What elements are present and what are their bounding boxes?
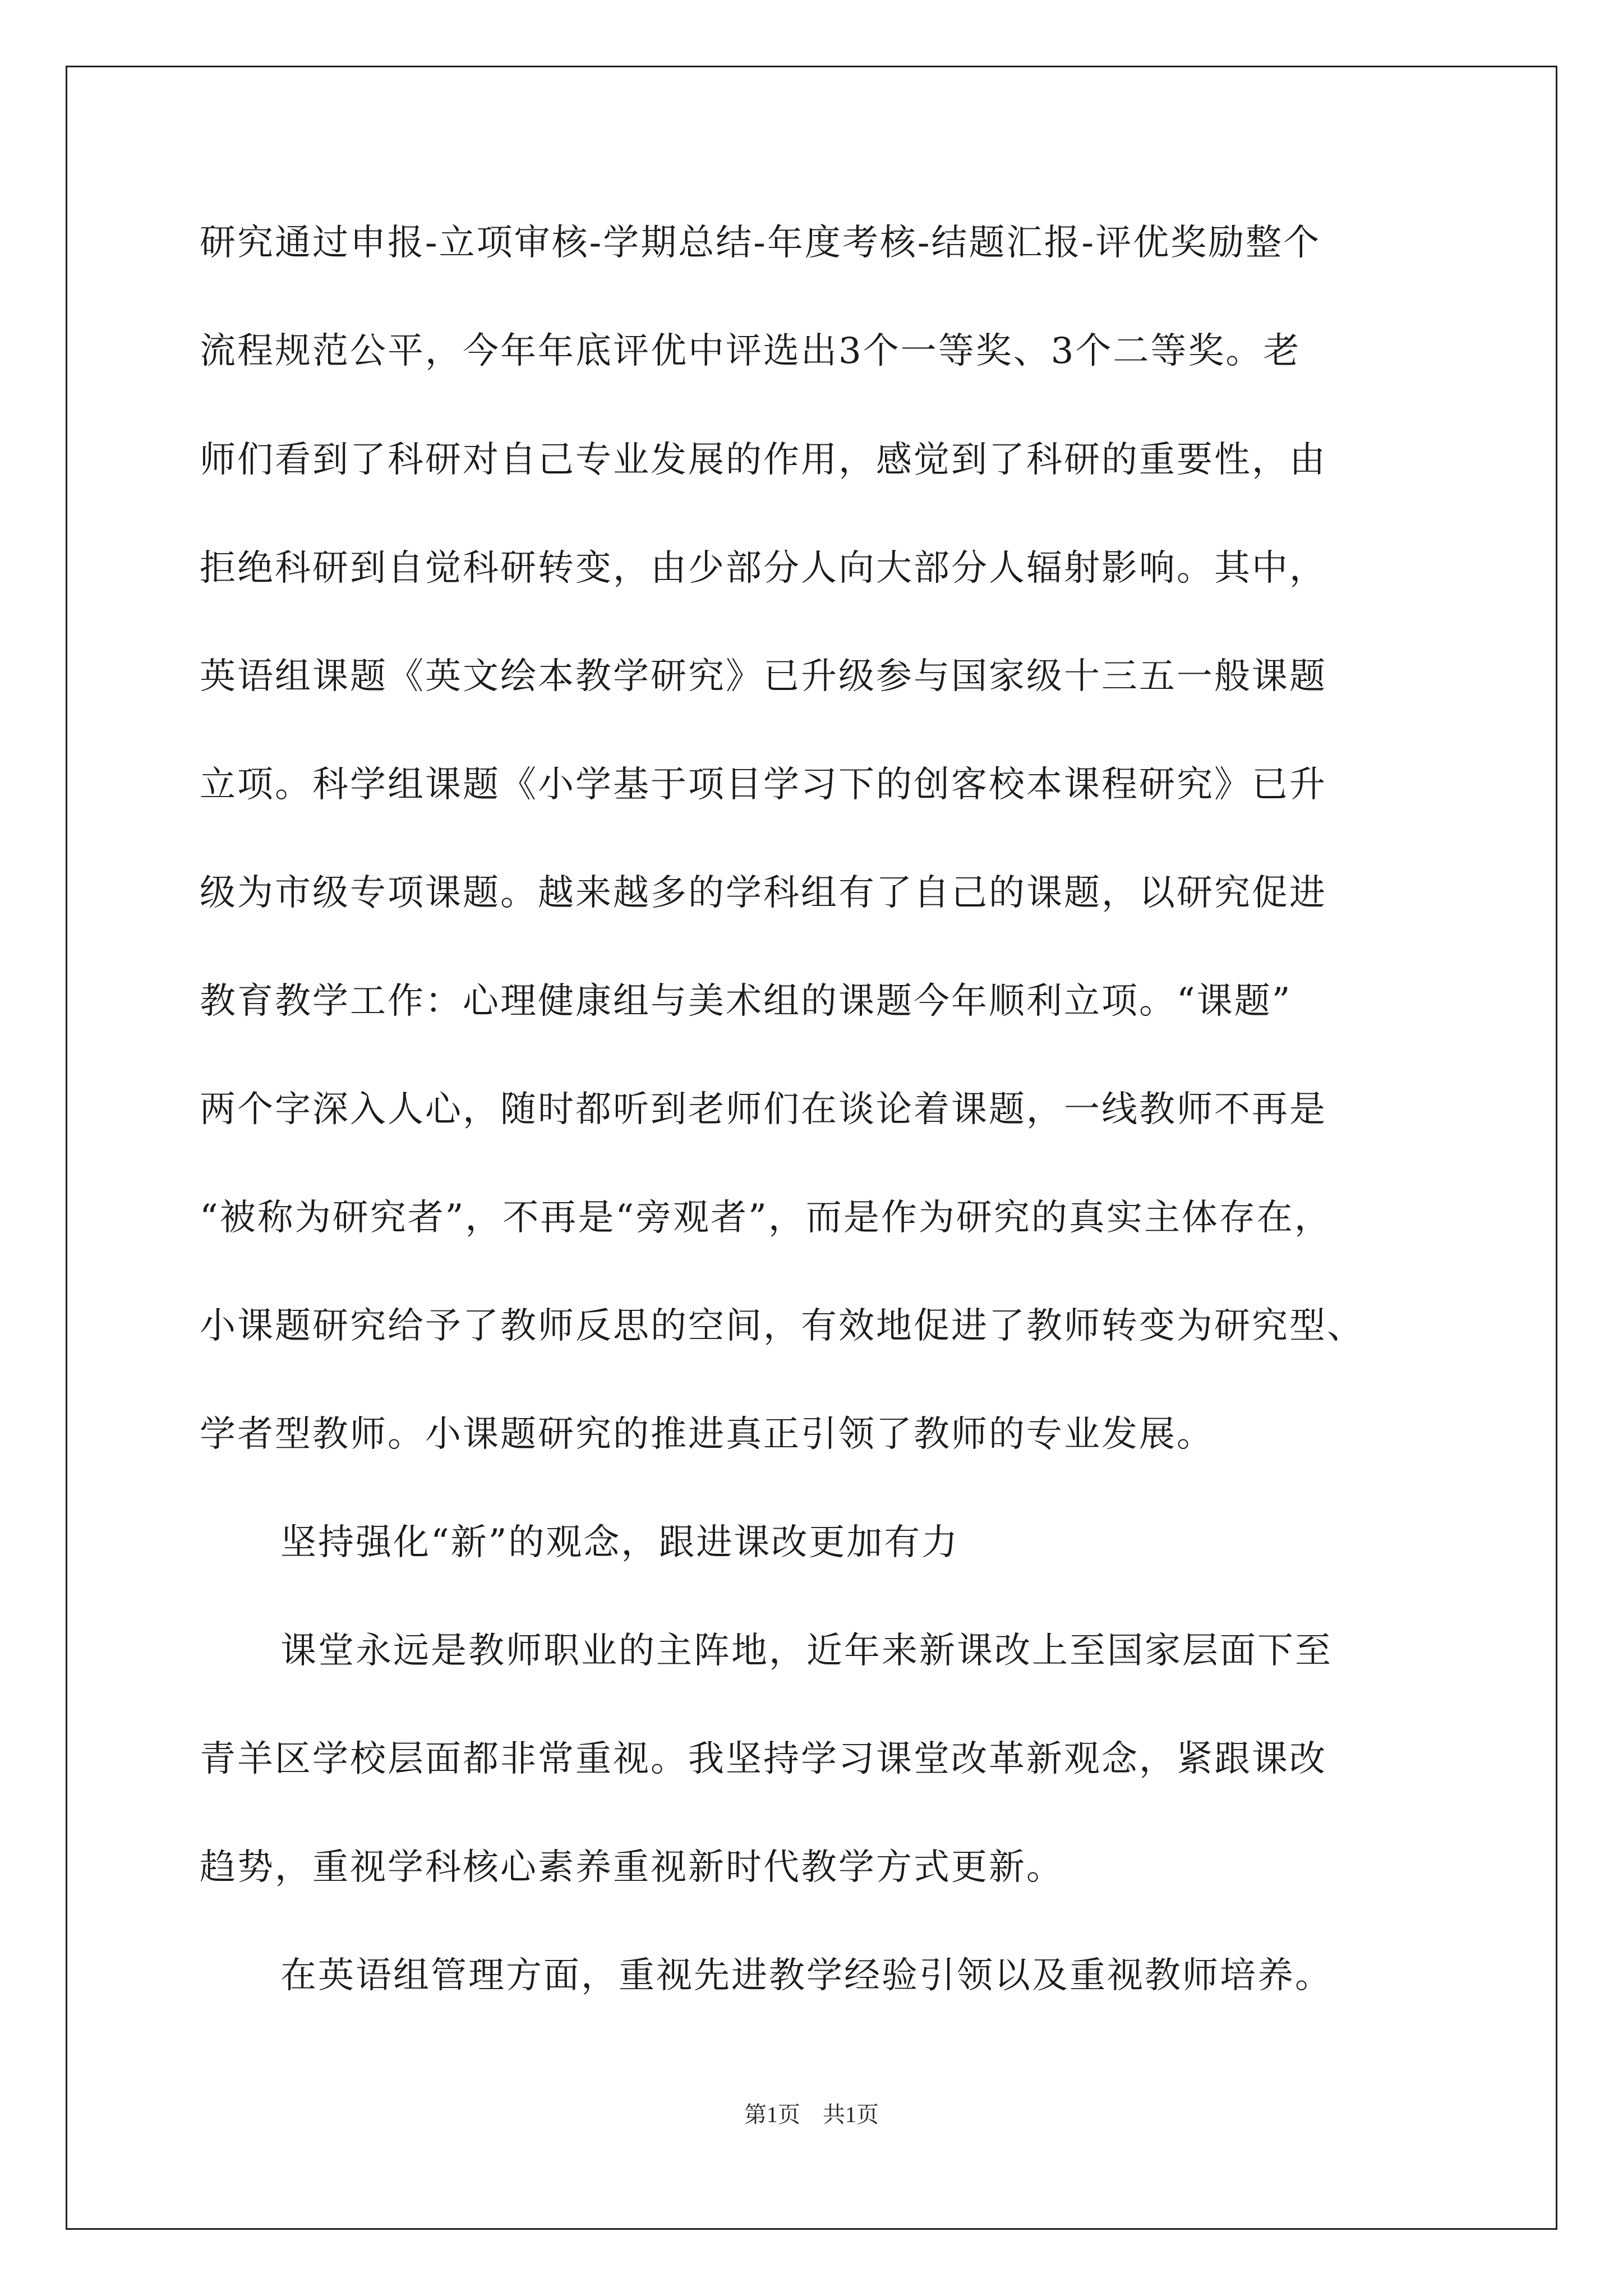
body-text-line: 学者型教师。小课题研究的推进真正引领了教师的专业发展。 xyxy=(200,1414,1214,1455)
body-text-line: 师们看到了科研对自己专业发展的作用，感觉到了科研的重要性，由 xyxy=(200,439,1327,481)
body-text-line: 拒绝科研到自觉科研转变，由少部分人向大部分人辐射影响。其中， xyxy=(200,547,1327,589)
body-text-line: 教育教学工作：心理健康组与美术组的课题今年顺利立项。“课题” xyxy=(200,981,1292,1022)
section-heading: 坚持强化“新”的观念，跟进课改更加有力 xyxy=(280,1522,960,1563)
body-text-line: 立项。科学组课题《小学基于项目学习下的创客校本课程研究》已升 xyxy=(200,764,1327,806)
page-border xyxy=(66,66,1557,2230)
body-text-line: 英语组课题《英文绘本教学研究》已升级参与国家级十三五一般课题 xyxy=(200,656,1327,697)
body-text-line: 两个字深入人心，随时都听到老师们在谈论着课题，一线教师不再是 xyxy=(200,1089,1327,1130)
page-number-current: 第1页 xyxy=(744,2102,800,2127)
body-text-line: 在英语组管理方面，重视先进教学经验引领以及重视教师培养。 xyxy=(280,1955,1332,1996)
page-number-total: 共1页 xyxy=(823,2102,879,2127)
body-text-line: “被称为研究者”，不再是“旁观者”，而是作为研究的真实主体存在， xyxy=(200,1197,1332,1239)
body-text-line: 小课题研究给予了教师反思的空间，有效地促进了教师转变为研究型、 xyxy=(200,1305,1364,1347)
body-text-line: 级为市级专项课题。越来越多的学科组有了自己的课题，以研究促进 xyxy=(200,872,1327,914)
body-text-line: 课堂永远是教师职业的主阵地，近年来新课改上至国家层面下至 xyxy=(280,1630,1332,1672)
body-text-line: 研究通过申报-立项审核-学期总结-年度考核-结题汇报-评优奖励整个 xyxy=(200,222,1321,264)
body-text-line: 流程规范公平，今年年底评优中评选出3个一等奖、3个二等奖。老 xyxy=(200,330,1301,372)
page-footer xyxy=(0,2097,1623,2129)
body-text-line: 趋势，重视学科核心素养重视新时代教学方式更新。 xyxy=(200,1847,1064,1888)
body-text-line: 青羊区学校层面都非常重视。我坚持学习课堂改革新观念，紧跟课改 xyxy=(200,1738,1327,1780)
